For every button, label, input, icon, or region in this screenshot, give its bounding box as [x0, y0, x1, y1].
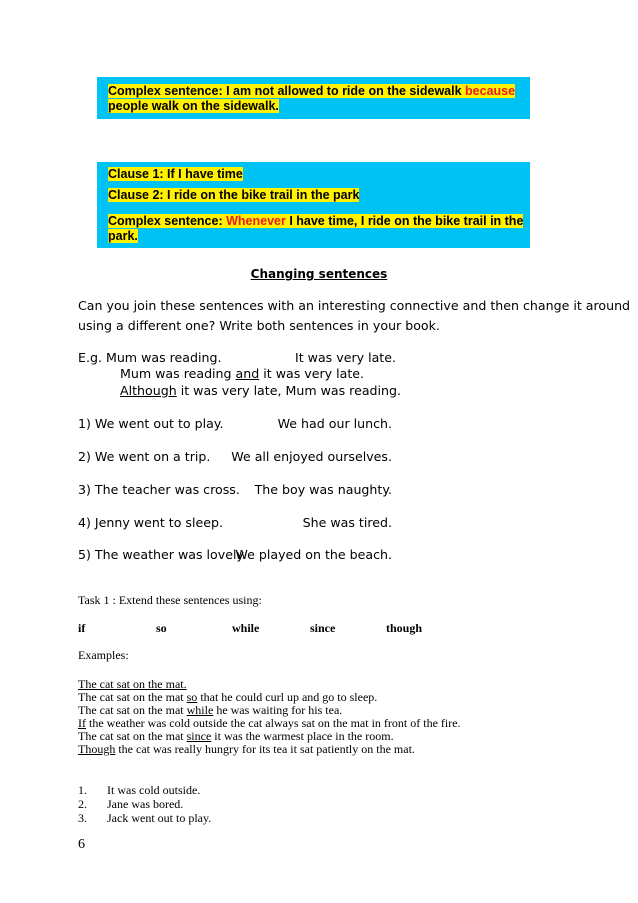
intro-line-2: using a different one? Write both sentences in your book. — [78, 318, 440, 333]
clause-1 — [108, 167, 243, 182]
exercise-4-left: 4) Jenny went to sleep. — [78, 515, 223, 530]
clause-complex-prefix: Complex sentence: — [108, 214, 227, 228]
list-item-1-num: 1. — [78, 783, 87, 797]
exercise-1-right: We had our lunch. — [277, 416, 392, 431]
complex-sentence-prefix: Complex sentence: I am not allowed to ride on the sidewalk — [108, 84, 466, 98]
task-example-if — [78, 716, 461, 730]
clause-complex-line2: park. — [108, 229, 138, 243]
connective-if: if — [78, 621, 86, 635]
connective-because: because — [465, 84, 516, 98]
task-example-while-pre: The cat sat on the mat — [78, 703, 187, 717]
task-example-since-post: it was the warmest place in the room. — [211, 729, 394, 743]
task-example-so-conn: so — [186, 690, 198, 704]
page-number: 6 — [78, 837, 85, 852]
exercise-4-right: She was tired. — [302, 515, 392, 530]
list-item-2-num: 2. — [78, 797, 87, 811]
task-example-while-post: he was waiting for his tea. — [213, 703, 343, 717]
exercise-5-right: We played on the beach. — [235, 547, 392, 562]
clause-1-text: Clause 1: If I have time — [108, 167, 243, 181]
example-left: E.g. Mum was reading. — [78, 350, 222, 365]
task-example-since-conn: since — [186, 729, 212, 743]
list-item-3-num: 3. — [78, 811, 87, 825]
task-example-though-post: the cat was really hungry for its tea it sat patiently on the mat. — [115, 742, 415, 756]
task-base-sentence: The cat sat on the mat. — [78, 677, 187, 691]
task-example-so — [78, 690, 377, 704]
task-example-while — [78, 703, 342, 717]
exercise-2-left: 2) We went on a trip. — [78, 449, 211, 464]
clause-complex-rest: I have time, I ride on the bike trail in the — [285, 214, 524, 228]
task-example-so-post: that he could curl up and go to sleep. — [197, 690, 378, 704]
example-line-2 — [120, 366, 364, 382]
clause-2 — [108, 188, 359, 203]
clause-complex-sentence — [108, 214, 523, 244]
example-line-3-post: it was very late, Mum was reading. — [176, 383, 402, 398]
connective-though: though — [386, 621, 423, 635]
example-line-3 — [120, 383, 401, 399]
examples-label: Examples: — [78, 648, 129, 662]
exercise-5-left: 5) The weather was lovely. — [78, 547, 247, 562]
task-title: Task 1 : Extend these sentences using: — [78, 593, 262, 607]
complex-sentence-line2: people walk on the sidewalk. — [108, 99, 279, 113]
exercise-2-right: We all enjoyed ourselves. — [231, 449, 392, 464]
example-connective-and: and — [235, 366, 260, 381]
connective-so: so — [156, 621, 167, 635]
connective-since: since — [310, 621, 336, 635]
exercise-1-left: 1) We went out to play. — [78, 416, 224, 431]
task-example-though — [78, 742, 415, 756]
list-item-3-text: Jack went out to play. — [107, 811, 212, 825]
task-example-though-conn: Though — [78, 742, 116, 756]
example-connective-although: Although — [120, 383, 177, 398]
complex-sentence-text — [108, 84, 528, 114]
exercise-3-right: The boy was naughty. — [254, 482, 392, 497]
example-line-2-pre: Mum was reading — [120, 366, 236, 381]
page-title: Changing sentences — [250, 267, 388, 281]
example-right: It was very late. — [295, 350, 396, 365]
connective-while: while — [232, 621, 260, 635]
example-line-2-post: it was very late. — [259, 366, 365, 381]
task-example-if-post: the weather was cold outside the cat always sat on the mat in front of the fire. — [86, 716, 461, 730]
task-example-if-conn: If — [78, 716, 86, 730]
task-example-since-pre: The cat sat on the mat — [78, 729, 187, 743]
task-example-while-conn: while — [186, 703, 214, 717]
clause-2-text: Clause 2: I ride on the bike trail in the park — [108, 188, 360, 202]
connective-whenever: Whenever — [226, 214, 286, 228]
task-example-since — [78, 729, 394, 743]
list-item-2-text: Jane was bored. — [107, 797, 184, 811]
task-example-so-pre: The cat sat on the mat — [78, 690, 187, 704]
exercise-3-left: 3) The teacher was cross. — [78, 482, 240, 497]
intro-line-1: Can you join these sentences with an interesting connective and then change it around — [78, 298, 631, 313]
list-item-1-text: It was cold outside. — [107, 783, 201, 797]
